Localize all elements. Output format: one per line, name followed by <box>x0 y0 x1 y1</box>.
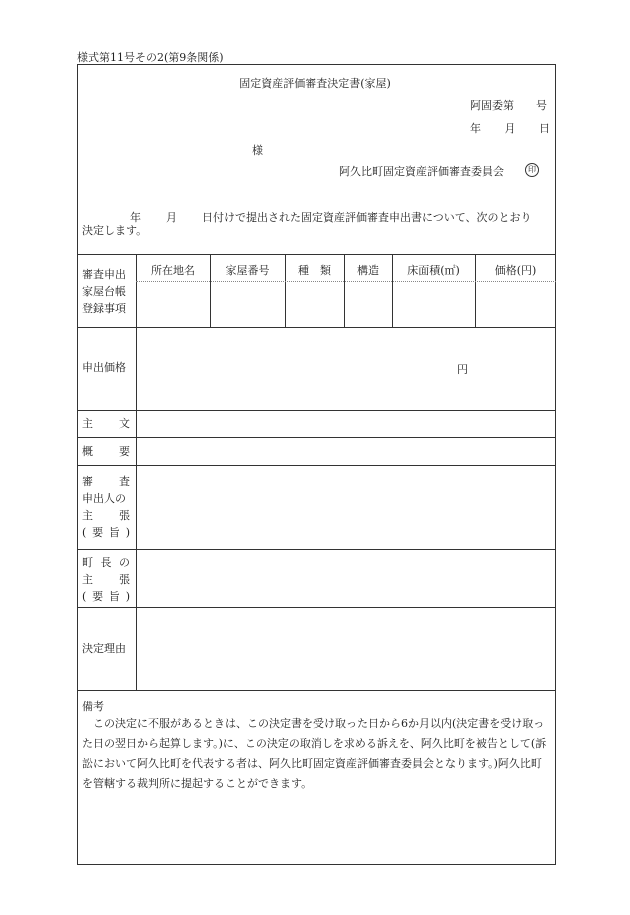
rule-applicant-bottom <box>77 549 556 550</box>
mayor-label-line-2 <box>82 571 130 588</box>
rule-registry-top <box>77 254 556 255</box>
declared-price-label: 申出価格 <box>82 361 126 374</box>
applicant-label-line-1 <box>82 473 130 490</box>
applicant-char-4: 張 <box>119 509 130 522</box>
recipient-suffix: 様 <box>252 144 263 157</box>
mayor-claim-label <box>82 554 130 605</box>
applicant-char-5: 要 <box>92 526 104 539</box>
main-label-char-1: 主 <box>82 417 93 430</box>
registry-header-dotted-rule <box>136 281 556 282</box>
rule-mayor-bottom <box>77 607 556 608</box>
applicant-char-3: 主 <box>82 509 93 522</box>
mayor-char-3: の <box>119 556 130 569</box>
remarks-label: 備考 <box>82 700 104 713</box>
applicant-char-2: 査 <box>119 475 130 488</box>
registry-label-line-2: 家屋台帳 <box>82 285 126 298</box>
seal-mark: 印 <box>525 163 539 177</box>
declared-price-unit: 円 <box>457 363 468 376</box>
mayor-paren-close: ) <box>125 590 130 603</box>
rule-reason-bottom <box>77 690 556 691</box>
rule-price-bottom <box>77 410 556 411</box>
applicant-char-1: 審 <box>82 475 93 488</box>
intro-text: 日付けで提出された固定資産評価審査申出書について、次のとおり <box>202 211 532 224</box>
applicant-label-line-4 <box>82 524 130 541</box>
mayor-char-5: 張 <box>119 573 130 586</box>
date-day: 日 <box>539 122 550 135</box>
mayor-label-line-3 <box>82 588 130 605</box>
main-label-char-2: 文 <box>119 417 130 430</box>
intro-year: 年 <box>130 211 141 224</box>
remarks-text: この決定に不服があるときは、この決定書を受け取った日から6か月以内(決定書を受け取った日の翌日から起算します。)に、この決定の取消しを求める訴えを、阿久比町を被告として(訴訟において阿久比町を代表する者は、阿久比町固定資産評価審査委員会となります。)阿久比町を管轄する裁判所に提起することができます。 <box>82 717 547 790</box>
registry-label-line-3: 登録事項 <box>82 302 126 315</box>
mayor-char-4: 主 <box>82 573 93 586</box>
title-text: 固定資産評価審査決定書(家屋) <box>239 77 391 90</box>
applicant-paren-open: ( <box>82 526 87 539</box>
rule-main-bottom <box>77 437 556 438</box>
label-divider <box>136 254 137 690</box>
applicant-char-6: 旨 <box>108 526 120 539</box>
mayor-char-7: 旨 <box>108 590 120 603</box>
mayor-char-1: 町 <box>82 556 93 569</box>
rule-registry-bottom <box>77 327 556 328</box>
applicant-label-line-3 <box>82 507 130 524</box>
mayor-char-6: 要 <box>92 590 104 603</box>
intro-text-2: 決定します。 <box>82 224 148 237</box>
applicant-claim-label <box>82 473 130 541</box>
mayor-label-line-1 <box>82 554 130 571</box>
mayor-paren-open: ( <box>82 590 87 603</box>
col-price: 価格(円) <box>494 264 537 277</box>
rule-summary-bottom <box>77 465 556 466</box>
registry-label-line-1: 審査申出 <box>82 268 126 281</box>
col-structure: 構造 <box>357 264 379 277</box>
registry-row-label <box>82 266 126 317</box>
doc-number: 阿固委第 号 <box>470 99 547 112</box>
col-floor-area: 床面積(㎡) <box>407 264 460 277</box>
summary-label <box>82 443 130 460</box>
form-number: 様式第11号その2(第9条関係) <box>77 51 224 64</box>
mayor-char-2: 長 <box>100 556 112 569</box>
col-house-number: 家屋番号 <box>225 264 270 277</box>
summary-label-char-1: 概 <box>82 445 93 458</box>
intro-month: 月 <box>166 211 177 224</box>
issue-date <box>470 120 550 136</box>
date-month: 月 <box>504 122 516 135</box>
reason-label: 決定理由 <box>82 642 126 655</box>
applicant-paren-close: ) <box>125 526 130 539</box>
summary-label-char-2: 要 <box>119 445 130 458</box>
main-text-label <box>82 415 130 432</box>
applicant-label-line-2: 申出人の <box>82 492 126 505</box>
col-type: 種 類 <box>298 264 331 277</box>
col-location: 所在地名 <box>151 264 195 277</box>
document-title <box>0 75 630 91</box>
date-year: 年 <box>470 122 481 135</box>
committee-name: 阿久比町固定資産評価審査委員会 <box>339 165 504 178</box>
